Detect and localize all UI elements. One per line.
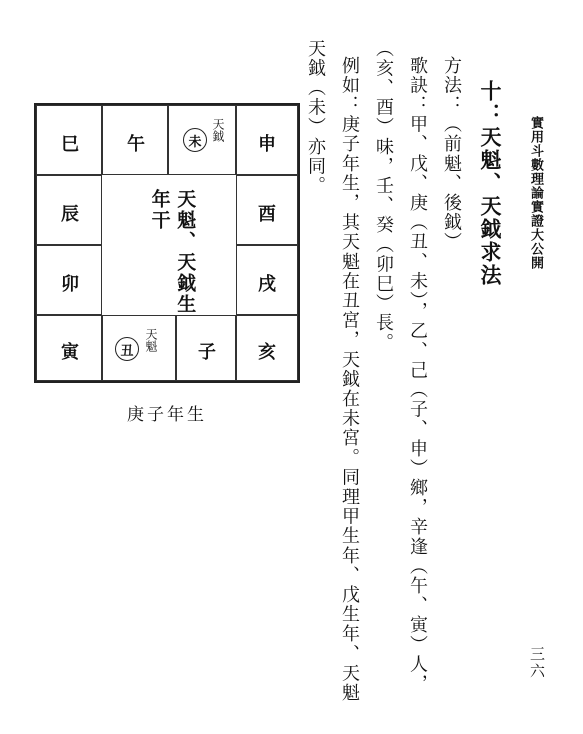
section-title: 十：天魁、天鉞求法 <box>478 80 503 287</box>
page-number: 三六 <box>528 646 546 680</box>
palace-mao <box>36 245 102 315</box>
branch-label: 辰 <box>61 204 79 225</box>
branch-label: 巳 <box>61 134 79 155</box>
branch-label: 亥 <box>258 342 276 363</box>
body-line-example: 例如：庚子年生，其天魁在丑宮，天鉞在未宮。同理甲生年、戊生年、天魁 <box>339 56 360 703</box>
palace-zi <box>176 315 236 381</box>
branch-label: 申 <box>258 134 276 155</box>
body-line-verse: 歌訣：甲、戊、庚（丑、未），乙、己（子、申）鄉，辛逢（午、寅）人， <box>407 56 428 694</box>
branch-label: 寅 <box>61 342 79 363</box>
chart-caption: 庚子年生 <box>127 405 207 425</box>
branch-label: 午 <box>127 134 145 155</box>
chart-center <box>102 175 236 315</box>
branch-label: 子 <box>198 342 216 363</box>
palace-you <box>236 175 298 245</box>
body-line-method: 方法：（前魁、後鉞） <box>441 56 462 252</box>
tianyue-circled-branch: 未 <box>183 128 207 152</box>
tiankui-star-label: 天魁 <box>144 328 158 352</box>
palace-chou <box>102 315 176 381</box>
palace-xu <box>236 245 298 315</box>
branch-label: 酉 <box>258 204 276 225</box>
branch-label: 卯 <box>61 274 79 295</box>
palace-wei <box>168 105 236 175</box>
tiankui-circled-branch: 丑 <box>115 337 139 361</box>
palace-chart <box>34 103 300 383</box>
chart-center-label: 天魁、天鉞生年干 <box>148 189 197 315</box>
palace-si <box>36 105 102 175</box>
palace-yin <box>36 315 102 381</box>
palace-shen <box>236 105 298 175</box>
palace-hai <box>236 315 298 381</box>
tianyue-star-label: 天鉞 <box>211 118 225 142</box>
palace-chen <box>36 175 102 245</box>
palace-wu <box>102 105 168 175</box>
running-head: 實用斗數理論實證大公開 <box>528 116 543 270</box>
branch-label: 戌 <box>258 274 276 295</box>
body-line-example-cont: 天鉞（未）亦同。 <box>305 39 326 196</box>
body-line-verse-cont: （亥、酉）味，壬、癸（卯巳）長。 <box>373 39 394 353</box>
